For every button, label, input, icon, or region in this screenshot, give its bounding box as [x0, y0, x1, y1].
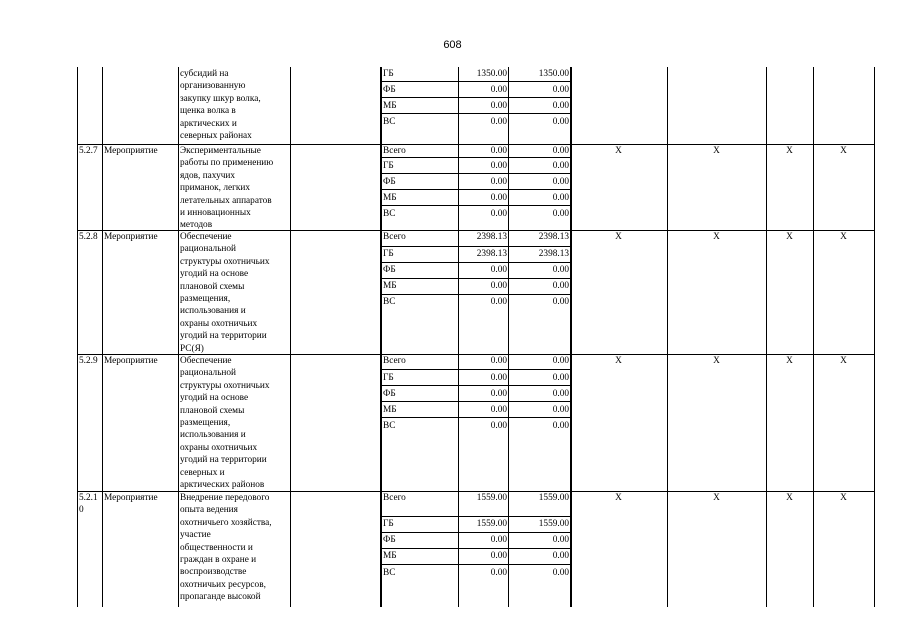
amount-value: 0.00	[490, 177, 507, 187]
column-rule	[290, 67, 291, 607]
subrow-rule	[380, 262, 571, 263]
amount-value: 0.00	[552, 373, 569, 383]
amount-value: 0.00	[552, 356, 569, 366]
funding-source: ВС	[383, 421, 396, 431]
item-description-line: угодий на основе	[180, 269, 249, 280]
item-description-line: структуры охотничьих	[180, 380, 270, 391]
item-description-line: субсидий на	[180, 69, 229, 79]
item-description-line: Внедрение передового	[180, 493, 270, 503]
amount-value: 0.00	[490, 421, 507, 431]
column-rule	[380, 67, 382, 607]
amount-value: 0.00	[552, 297, 569, 307]
item-description-line: угодий на территории	[180, 331, 267, 342]
funding-source: ВС	[383, 209, 396, 219]
subrow-rule	[380, 369, 571, 370]
funding-source: Всего	[383, 232, 406, 242]
subrow-rule	[380, 516, 571, 517]
funding-source: ФБ	[383, 85, 396, 95]
subrow-rule	[380, 564, 571, 565]
amount-value: 1559.00	[538, 493, 569, 503]
amount-value: 0.00	[490, 389, 507, 399]
funding-source: ФБ	[383, 265, 396, 275]
item-description-line: размещения,	[180, 418, 231, 428]
amount-value: 0.00	[552, 281, 569, 291]
amount-value: 2398.13	[538, 232, 569, 242]
not-applicable-mark: X	[840, 493, 847, 503]
item-description-line: размещения,	[180, 294, 231, 304]
item-description-line: арктических районов	[180, 480, 265, 490]
not-applicable-mark: X	[840, 356, 847, 366]
item-description-line: охраны охотничьих	[180, 318, 258, 329]
amount-value: 0.00	[490, 209, 507, 219]
item-description-line: рациональной	[180, 244, 237, 255]
item-description-line: Экспериментальные	[180, 146, 261, 156]
amount-value: 0.00	[490, 85, 507, 95]
subrow-rule	[380, 189, 571, 190]
not-applicable-mark: X	[786, 232, 793, 242]
not-applicable-mark: X	[615, 232, 622, 242]
item-description-line: методов	[180, 220, 213, 231]
item-description-line: воспроизводстве	[180, 567, 247, 578]
amount-value: 0.00	[552, 146, 569, 156]
amount-value: 0.00	[552, 85, 569, 95]
item-description-line: РС(Я)	[180, 343, 204, 354]
amount-value: 0.00	[552, 421, 569, 431]
item-number: 5.2.8	[79, 232, 98, 242]
item-description-line: граждан в охране и	[180, 555, 257, 565]
amount-value: 0.00	[490, 193, 507, 203]
item-description-line: охраны охотничьих	[180, 442, 258, 453]
amount-value: 0.00	[552, 265, 569, 275]
item-description-line: ядов, пахучих	[180, 170, 236, 181]
amount-value: 0.00	[490, 101, 507, 111]
subrow-rule	[380, 417, 571, 418]
not-applicable-mark: X	[713, 146, 720, 156]
funding-source: ФБ	[383, 535, 396, 545]
item-description-line: плановой схемы	[180, 281, 245, 292]
item-number: 5.2.9	[79, 356, 98, 366]
subrow-rule	[380, 548, 571, 549]
funding-source: МБ	[383, 193, 397, 203]
item-description-line: использования и	[180, 430, 246, 441]
amount-value: 0.00	[552, 551, 569, 561]
amount-value: 0.00	[490, 535, 507, 545]
subrow-rule	[380, 97, 571, 98]
item-description-line: структуры охотничьих	[180, 256, 270, 267]
not-applicable-mark: X	[713, 493, 720, 503]
item-description-line: охотничьих ресурсов,	[180, 579, 266, 590]
not-applicable-mark: X	[713, 356, 720, 366]
item-type: Мероприятие	[104, 232, 158, 242]
amount-value: 0.00	[552, 193, 569, 203]
amount-value: 0.00	[552, 209, 569, 219]
amount-value: 2398.13	[476, 232, 507, 242]
subrow-rule	[380, 532, 571, 533]
item-description-line: охотничьего хозяйства,	[180, 517, 272, 528]
amount-value: 1559.00	[476, 519, 507, 529]
amount-value: 0.00	[490, 551, 507, 561]
amount-value: 0.00	[490, 117, 507, 127]
column-rule	[77, 67, 78, 607]
amount-value: 1350.00	[538, 69, 569, 79]
not-applicable-mark: X	[840, 232, 847, 242]
funding-source: ВС	[383, 568, 396, 578]
subrow-rule	[380, 205, 571, 206]
amount-value: 0.00	[490, 161, 507, 171]
amount-value: 2398.13	[476, 249, 507, 259]
amount-value: 0.00	[490, 568, 507, 578]
not-applicable-mark: X	[615, 146, 622, 156]
amount-value: 0.00	[490, 281, 507, 291]
item-description-line: щенка волка в	[180, 106, 236, 117]
amount-value: 0.00	[552, 535, 569, 545]
item-description-line: северных районах	[180, 131, 252, 141]
amount-value: 0.00	[552, 568, 569, 578]
not-applicable-mark: X	[615, 356, 622, 366]
amount-value: 0.00	[552, 389, 569, 399]
not-applicable-mark: X	[786, 356, 793, 366]
amount-value: 0.00	[552, 117, 569, 127]
funding-source: ГБ	[383, 161, 394, 171]
item-description-line: угодий на территории	[180, 455, 267, 466]
subrow-rule	[380, 246, 571, 247]
item-number: 5.2.7	[79, 146, 98, 156]
item-number: 5.2.1 0	[79, 493, 98, 515]
amount-value: 0.00	[490, 297, 507, 307]
funding-source: МБ	[383, 405, 397, 415]
not-applicable-mark: X	[840, 146, 847, 156]
item-description-line: работы по применению	[180, 158, 274, 169]
not-applicable-mark: X	[615, 493, 622, 503]
amount-value: 0.00	[552, 101, 569, 111]
item-description-line: летательных аппаратов	[180, 195, 272, 206]
column-rule	[178, 67, 179, 607]
not-applicable-mark: X	[786, 146, 793, 156]
item-description-line: опыта ведения	[180, 505, 238, 516]
amount-value: 0.00	[552, 405, 569, 415]
item-description-line: угодий на основе	[180, 393, 249, 404]
item-description-line: участие	[180, 530, 211, 541]
not-applicable-mark: X	[786, 493, 793, 503]
amount-value: 0.00	[552, 177, 569, 187]
item-description-line: организованную	[180, 81, 246, 92]
item-description-line: закупку шкур волка,	[180, 93, 261, 104]
amount-value: 0.00	[490, 356, 507, 366]
amount-value: 0.00	[490, 146, 507, 156]
item-description-line: северных и	[180, 467, 225, 478]
amount-value: 1350.00	[476, 69, 507, 79]
item-description-line: рациональной	[180, 368, 237, 379]
funding-source: ВС	[383, 117, 396, 127]
subrow-rule	[380, 113, 571, 114]
subrow-rule	[380, 294, 571, 295]
item-type: Мероприятие	[104, 356, 158, 366]
item-type: Мероприятие	[104, 493, 158, 503]
funding-source: ГБ	[383, 69, 394, 79]
amount-value: 2398.13	[538, 249, 569, 259]
funding-source: МБ	[383, 101, 397, 111]
not-applicable-mark: X	[713, 232, 720, 242]
item-type: Мероприятие	[104, 146, 158, 156]
item-description-line: приманок, легких	[180, 183, 251, 194]
subrow-rule	[380, 173, 571, 174]
funding-source: ФБ	[383, 389, 396, 399]
funding-source: ГБ	[383, 249, 394, 259]
subrow-rule	[380, 278, 571, 279]
column-rule	[874, 67, 875, 607]
amount-value: 0.00	[552, 161, 569, 171]
item-description-line: Обеспечение	[180, 232, 232, 242]
funding-source: МБ	[383, 551, 397, 561]
item-description-line: Обеспечение	[180, 356, 232, 366]
item-description-line: арктических и	[180, 118, 237, 129]
item-description-line: использования и	[180, 306, 246, 317]
item-description-line: общественности и	[180, 542, 253, 553]
funding-source: Всего	[383, 493, 406, 503]
subrow-rule	[380, 401, 571, 402]
subrow-rule	[380, 385, 571, 386]
funding-source: ФБ	[383, 177, 396, 187]
subrow-rule	[380, 81, 571, 82]
funding-source: Всего	[383, 146, 406, 156]
amount-value: 0.00	[490, 405, 507, 415]
funding-source: МБ	[383, 281, 397, 291]
funding-source: ГБ	[383, 373, 394, 383]
amount-value: 1559.00	[476, 493, 507, 503]
item-description-line: плановой схемы	[180, 405, 245, 416]
item-description-line: и инновационных	[180, 208, 251, 218]
funding-source: Всего	[383, 356, 406, 366]
amount-value: 0.00	[490, 265, 507, 275]
page-number: 608	[443, 39, 462, 51]
funding-source: ВС	[383, 297, 396, 307]
amount-value: 1559.00	[538, 519, 569, 529]
item-description-line: пропаганде высокой	[180, 592, 261, 603]
funding-source: ГБ	[383, 519, 394, 529]
amount-value: 0.00	[490, 373, 507, 383]
